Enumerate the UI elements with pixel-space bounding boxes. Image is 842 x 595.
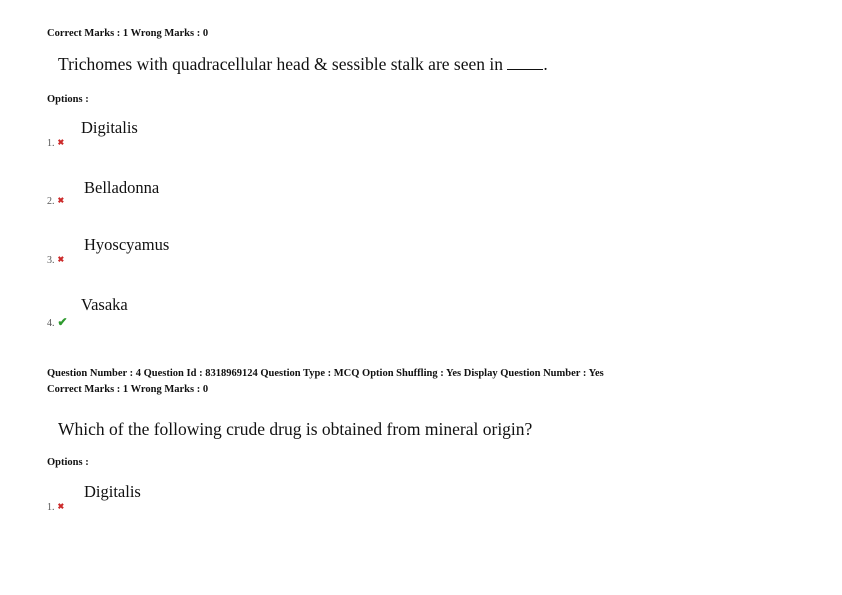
q3-marks: Correct Marks : 1 Wrong Marks : 0 xyxy=(47,28,209,39)
q4-info: Question Number : 4 Question Id : 8318969124 Question Type : MCQ Option Shuffling : Yes Display Question Number : Yes xyxy=(47,368,604,379)
q3-question-tail: . xyxy=(543,54,548,74)
q3-option-2-label: Belladonna xyxy=(84,178,160,197)
q4-option-1-label: Digitalis xyxy=(84,482,141,501)
q4-marks: Correct Marks : 1 Wrong Marks : 0 xyxy=(47,384,209,395)
q3-option-3-label: Hyoscyamus xyxy=(84,235,170,254)
check-icon: ✔ xyxy=(57,315,68,329)
cross-icon: ✖ xyxy=(57,138,65,147)
q3-option-3-number xyxy=(47,255,64,266)
option-number: 2. xyxy=(47,196,55,207)
q3-question: Trichomes with quadracellular head & sessible stalk are seen in xyxy=(58,54,503,74)
q3-option-2-number xyxy=(47,196,64,207)
q4-question: Which of the following crude drug is obtained from mineral origin? xyxy=(58,419,533,439)
cross-icon: ✖ xyxy=(57,196,65,205)
q3-option-4-number xyxy=(47,315,68,330)
option-number: 1. xyxy=(47,502,55,513)
q3-options-label: Options : xyxy=(47,94,89,105)
option-number: 3. xyxy=(47,255,55,266)
answer-blank xyxy=(507,55,543,70)
cross-icon: ✖ xyxy=(57,255,65,264)
cross-icon: ✖ xyxy=(57,502,65,511)
option-number: 4. xyxy=(47,318,55,329)
q3-option-1-label: Digitalis xyxy=(81,118,138,137)
q3-question-text xyxy=(58,54,548,75)
q4-options-label: Options : xyxy=(47,457,89,468)
q3-option-4-label: Vasaka xyxy=(81,295,128,314)
q4-option-1-number xyxy=(47,502,64,513)
option-number: 1. xyxy=(47,138,55,149)
q3-option-1-number xyxy=(47,138,64,149)
